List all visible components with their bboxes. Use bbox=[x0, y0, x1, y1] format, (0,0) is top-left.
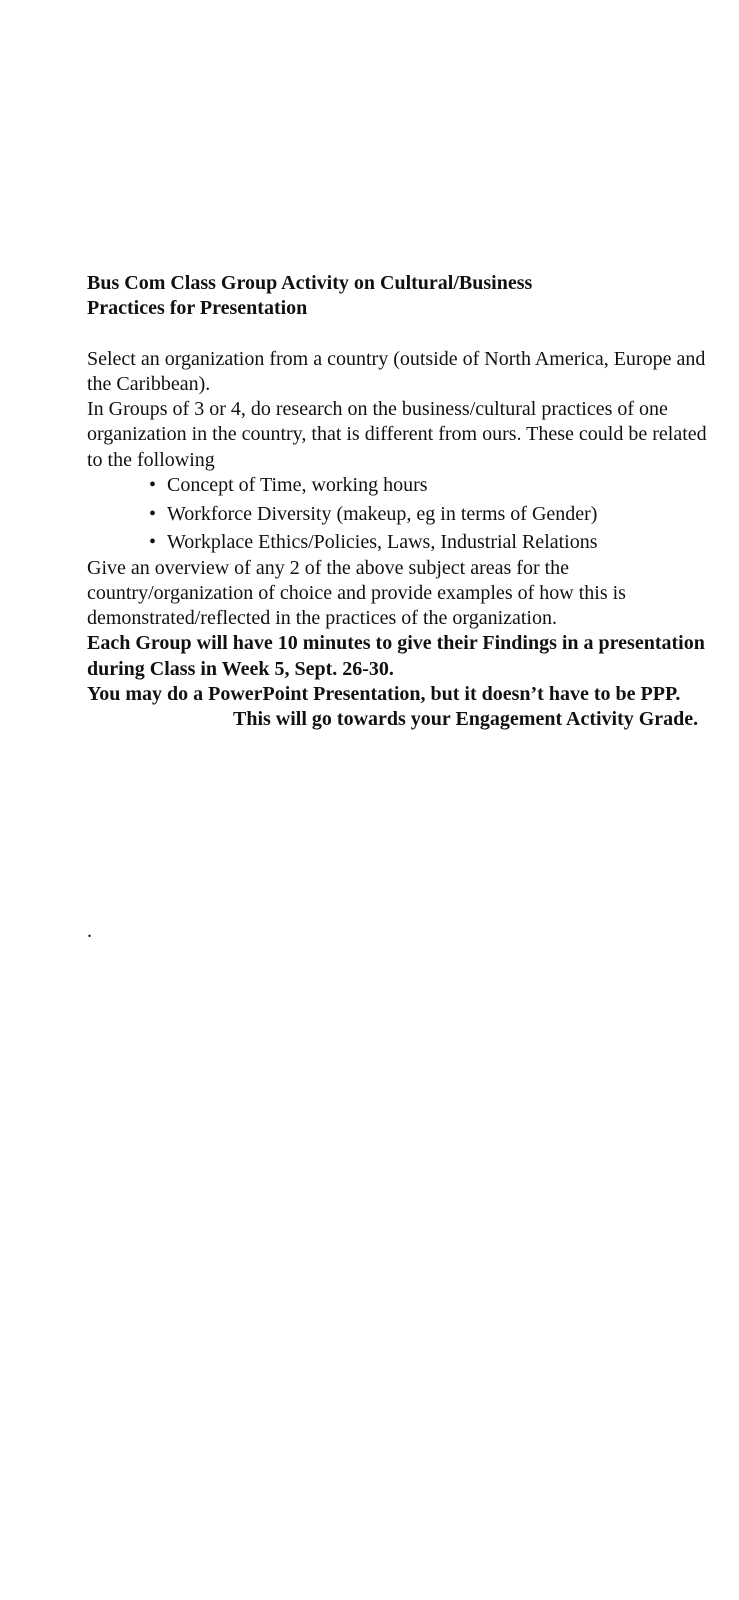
groups-paragraph: In Groups of 3 or 4, do research on the business/cultural practices of one organization in the country, that is different from ours. These could be related to the following bbox=[87, 398, 707, 471]
list-item bbox=[149, 530, 727, 555]
document-body bbox=[87, 271, 727, 733]
grade-note-text: This will go towards your Engagement Activity Grade. bbox=[233, 708, 699, 731]
format-note-text: You may do a PowerPoint Presentation, but it doesn’t have to be PPP. bbox=[87, 683, 681, 706]
presentation-time-note: Each Group will have 10 minutes to give their Findings in a presentation during Class in Week 5, Sept. 26-30. bbox=[87, 632, 705, 680]
list-item bbox=[149, 502, 727, 527]
list-item-text: Concept of Time, working hours bbox=[167, 474, 428, 497]
intro-paragraph: Select an organization from a country (outside of North America, Europe and the Caribbean). bbox=[87, 347, 706, 395]
overview-paragraph: Give an overview of any 2 of the above subject areas for the country/organization of choice and provide examples of how this is demonstrated/reflected in the practices of the organization. bbox=[87, 556, 626, 630]
list-item-text: Workforce Diversity (makeup, eg in terms of Gender) bbox=[167, 502, 598, 525]
document-title: Bus Com Class Group Activity on Cultural/Business Practices for Presentation bbox=[87, 272, 533, 320]
format-note bbox=[87, 682, 727, 733]
list-item bbox=[149, 473, 727, 498]
spacer bbox=[87, 322, 727, 347]
topic-list bbox=[87, 473, 727, 555]
bullet-icon: • bbox=[149, 531, 157, 554]
bullet-icon: • bbox=[149, 474, 157, 497]
trailing-mark: . bbox=[87, 920, 92, 942]
bullet-icon: • bbox=[149, 502, 157, 525]
list-item-text: Workplace Ethics/Policies, Laws, Industrial Relations bbox=[167, 531, 598, 554]
